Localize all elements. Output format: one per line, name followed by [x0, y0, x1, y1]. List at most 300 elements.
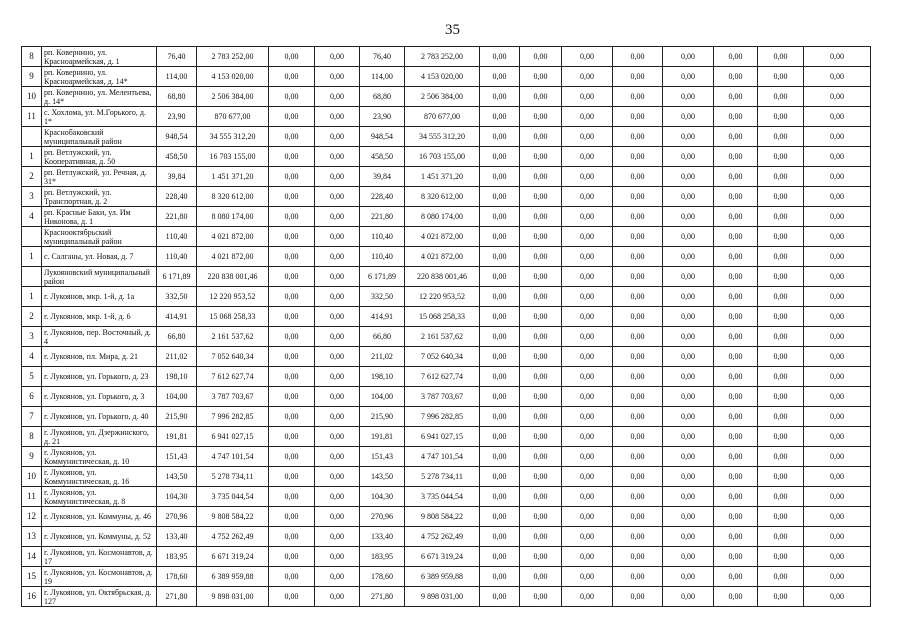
value-cell: 0,00	[758, 487, 804, 507]
value-cell: 104,00	[360, 387, 405, 407]
value-cell: 0,00	[758, 467, 804, 487]
table-row	[22, 427, 871, 447]
value-cell: 0,00	[613, 547, 663, 567]
value-cell: 0,00	[562, 467, 613, 487]
value-cell: 0,00	[520, 567, 562, 587]
value-cell: 0,00	[663, 187, 714, 207]
value-cell: 0,00	[480, 587, 520, 607]
value-cell: 0,00	[520, 207, 562, 227]
value-cell: 0,00	[562, 187, 613, 207]
table-row	[22, 327, 871, 347]
value-cell: 0,00	[269, 147, 315, 167]
value-cell: 0,00	[714, 387, 758, 407]
value-cell: 271,80	[360, 587, 405, 607]
value-cell: 0,00	[480, 327, 520, 347]
value-cell: 4 747 101,54	[405, 447, 480, 467]
value-cell: 9 898 031,00	[405, 587, 480, 607]
value-cell: 0,00	[613, 247, 663, 267]
value-cell: 0,00	[663, 327, 714, 347]
address-cell: г. Лукоянов, мкр. 1-й, д. 1а	[42, 287, 157, 307]
value-cell: 183,95	[360, 547, 405, 567]
value-cell: 0,00	[613, 87, 663, 107]
address-cell: с. Хохлома, ул. М.Горького, д. 1*	[42, 107, 157, 127]
value-cell: 0,00	[562, 587, 613, 607]
value-cell: 0,00	[520, 487, 562, 507]
value-cell: 0,00	[714, 147, 758, 167]
value-cell: 0,00	[480, 447, 520, 467]
value-cell: 0,00	[520, 307, 562, 327]
value-cell: 0,00	[315, 67, 360, 87]
value-cell: 0,00	[804, 327, 871, 347]
value-cell: 220 838 001,46	[405, 267, 480, 287]
value-cell: 220 838 001,46	[197, 267, 269, 287]
value-cell: 0,00	[714, 327, 758, 347]
table-row	[22, 447, 871, 467]
address-cell: рп. Ветлужский, ул. Речная, д. 31*	[42, 167, 157, 187]
value-cell: 221,80	[360, 207, 405, 227]
value-cell: 0,00	[714, 87, 758, 107]
value-cell: 5 278 734,11	[405, 467, 480, 487]
value-cell: 0,00	[269, 227, 315, 247]
value-cell: 0,00	[804, 587, 871, 607]
value-cell: 870 677,00	[405, 107, 480, 127]
value-cell: 0,00	[663, 287, 714, 307]
value-cell: 0,00	[315, 367, 360, 387]
value-cell: 0,00	[663, 587, 714, 607]
value-cell: 0,00	[613, 107, 663, 127]
value-cell: 0,00	[269, 567, 315, 587]
value-cell: 0,00	[804, 547, 871, 567]
value-cell: 23,90	[157, 107, 197, 127]
value-cell: 0,00	[663, 67, 714, 87]
value-cell: 0,00	[758, 427, 804, 447]
table-row	[22, 387, 871, 407]
value-cell: 0,00	[520, 187, 562, 207]
value-cell: 0,00	[613, 487, 663, 507]
value-cell: 332,50	[157, 287, 197, 307]
value-cell: 0,00	[804, 187, 871, 207]
value-cell: 0,00	[663, 367, 714, 387]
value-cell: 2 161 537,62	[197, 327, 269, 347]
table-row	[22, 87, 871, 107]
value-cell: 0,00	[804, 307, 871, 327]
address-cell: г. Лукоянов, ул. Дзержинского, д. 21	[42, 427, 157, 447]
value-cell: 0,00	[714, 167, 758, 187]
value-cell: 0,00	[714, 547, 758, 567]
value-cell: 0,00	[613, 187, 663, 207]
value-cell: 0,00	[269, 587, 315, 607]
value-cell: 0,00	[613, 227, 663, 247]
value-cell: 0,00	[562, 147, 613, 167]
value-cell: 3 735 044,54	[405, 487, 480, 507]
row-number: 2	[22, 167, 42, 187]
value-cell: 0,00	[269, 47, 315, 67]
value-cell: 191,81	[360, 427, 405, 447]
address-cell: рп. Ковернино, ул. Красноармейская, д. 14*	[42, 67, 157, 87]
value-cell: 0,00	[758, 267, 804, 287]
value-cell: 0,00	[714, 47, 758, 67]
value-cell: 0,00	[562, 247, 613, 267]
value-cell: 0,00	[269, 167, 315, 187]
value-cell: 0,00	[758, 307, 804, 327]
district-row	[22, 267, 871, 287]
value-cell: 0,00	[758, 347, 804, 367]
value-cell: 151,43	[157, 447, 197, 467]
value-cell: 0,00	[663, 147, 714, 167]
value-cell: 0,00	[269, 367, 315, 387]
value-cell: 0,00	[562, 427, 613, 447]
value-cell: 0,00	[480, 467, 520, 487]
value-cell: 6 389 959,88	[405, 567, 480, 587]
value-cell: 0,00	[758, 47, 804, 67]
value-cell: 0,00	[714, 187, 758, 207]
value-cell: 39,84	[157, 167, 197, 187]
address-cell: г. Лукоянов, пл. Мира, д. 21	[42, 347, 157, 367]
address-cell: г. Лукоянов, ул. Горького, д. 40	[42, 407, 157, 427]
value-cell: 7 996 282,85	[197, 407, 269, 427]
value-cell: 0,00	[758, 87, 804, 107]
value-cell: 0,00	[758, 287, 804, 307]
value-cell: 0,00	[613, 427, 663, 447]
table-row	[22, 547, 871, 567]
row-number: 1	[22, 147, 42, 167]
value-cell: 0,00	[804, 507, 871, 527]
value-cell: 0,00	[269, 447, 315, 467]
value-cell: 16 703 155,00	[405, 147, 480, 167]
row-number: 14	[22, 547, 42, 567]
value-cell: 0,00	[714, 527, 758, 547]
value-cell: 0,00	[520, 527, 562, 547]
data-table	[21, 46, 871, 607]
value-cell: 0,00	[714, 567, 758, 587]
value-cell: 870 677,00	[197, 107, 269, 127]
value-cell: 7 612 627,74	[197, 367, 269, 387]
value-cell: 133,40	[157, 527, 197, 547]
value-cell: 104,30	[360, 487, 405, 507]
row-number: 4	[22, 347, 42, 367]
value-cell: 0,00	[269, 307, 315, 327]
value-cell: 183,95	[157, 547, 197, 567]
value-cell: 0,00	[663, 267, 714, 287]
table-body	[22, 47, 871, 607]
value-cell: 0,00	[269, 507, 315, 527]
value-cell: 0,00	[315, 547, 360, 567]
value-cell: 0,00	[663, 407, 714, 427]
value-cell: 332,50	[360, 287, 405, 307]
table-row	[22, 527, 871, 547]
value-cell: 0,00	[714, 227, 758, 247]
value-cell: 221,80	[157, 207, 197, 227]
value-cell: 0,00	[613, 387, 663, 407]
value-cell: 0,00	[520, 47, 562, 67]
value-cell: 211,02	[360, 347, 405, 367]
value-cell: 0,00	[804, 367, 871, 387]
value-cell: 15 068 258,33	[405, 307, 480, 327]
table-row	[22, 47, 871, 67]
address-cell: г. Лукоянов, ул. Октябрьская, д. 127	[42, 587, 157, 607]
value-cell: 0,00	[714, 347, 758, 367]
value-cell: 0,00	[663, 527, 714, 547]
table-row	[22, 187, 871, 207]
value-cell: 0,00	[269, 267, 315, 287]
value-cell: 0,00	[613, 447, 663, 467]
value-cell: 143,50	[157, 467, 197, 487]
value-cell: 4 153 020,00	[197, 67, 269, 87]
value-cell: 0,00	[520, 427, 562, 447]
value-cell: 34 555 312,20	[197, 127, 269, 147]
value-cell: 0,00	[804, 87, 871, 107]
value-cell: 948,54	[360, 127, 405, 147]
row-number: 10	[22, 467, 42, 487]
value-cell: 0,00	[315, 407, 360, 427]
value-cell: 0,00	[562, 127, 613, 147]
value-cell: 0,00	[663, 207, 714, 227]
district-row	[22, 227, 871, 247]
value-cell: 0,00	[804, 207, 871, 227]
value-cell: 0,00	[315, 187, 360, 207]
address-cell: г. Лукоянов, ул. Коммуны, д. 46	[42, 507, 157, 527]
value-cell: 0,00	[804, 287, 871, 307]
value-cell: 0,00	[714, 587, 758, 607]
value-cell: 0,00	[562, 307, 613, 327]
value-cell: 215,90	[157, 407, 197, 427]
value-cell: 0,00	[315, 427, 360, 447]
value-cell: 0,00	[480, 187, 520, 207]
value-cell: 0,00	[520, 87, 562, 107]
value-cell: 0,00	[663, 507, 714, 527]
value-cell: 0,00	[714, 267, 758, 287]
value-cell: 0,00	[613, 587, 663, 607]
value-cell: 0,00	[315, 227, 360, 247]
value-cell: 0,00	[520, 327, 562, 347]
value-cell: 0,00	[613, 527, 663, 547]
value-cell: 0,00	[315, 347, 360, 367]
value-cell: 0,00	[758, 407, 804, 427]
value-cell: 110,40	[360, 227, 405, 247]
value-cell: 0,00	[613, 47, 663, 67]
value-cell: 0,00	[758, 567, 804, 587]
value-cell: 458,50	[157, 147, 197, 167]
value-cell: 228,40	[157, 187, 197, 207]
value-cell: 228,40	[360, 187, 405, 207]
value-cell: 0,00	[520, 447, 562, 467]
table-row	[22, 167, 871, 187]
value-cell: 0,00	[714, 487, 758, 507]
value-cell: 0,00	[804, 567, 871, 587]
value-cell: 0,00	[562, 407, 613, 427]
value-cell: 4 021 872,00	[197, 227, 269, 247]
value-cell: 6 671 319,24	[197, 547, 269, 567]
value-cell: 8 080 174,00	[197, 207, 269, 227]
table-row	[22, 467, 871, 487]
value-cell: 0,00	[714, 507, 758, 527]
value-cell: 6 941 027,15	[197, 427, 269, 447]
value-cell: 0,00	[520, 267, 562, 287]
value-cell: 0,00	[480, 567, 520, 587]
value-cell: 0,00	[758, 447, 804, 467]
value-cell: 0,00	[758, 107, 804, 127]
value-cell: 0,00	[613, 67, 663, 87]
value-cell: 0,00	[562, 527, 613, 547]
value-cell: 0,00	[480, 87, 520, 107]
value-cell: 0,00	[714, 407, 758, 427]
value-cell: 0,00	[480, 207, 520, 227]
value-cell: 0,00	[804, 527, 871, 547]
value-cell: 0,00	[315, 467, 360, 487]
value-cell: 1 451 371,20	[405, 167, 480, 187]
value-cell: 191,81	[157, 427, 197, 447]
value-cell: 0,00	[562, 347, 613, 367]
value-cell: 0,00	[758, 527, 804, 547]
value-cell: 7 996 282,85	[405, 407, 480, 427]
value-cell: 0,00	[758, 67, 804, 87]
value-cell: 0,00	[758, 587, 804, 607]
address-cell: г. Лукоянов, ул. Горького, д. 3	[42, 387, 157, 407]
value-cell: 7 612 627,74	[405, 367, 480, 387]
value-cell: 9 808 584,22	[405, 507, 480, 527]
value-cell: 0,00	[269, 347, 315, 367]
value-cell: 0,00	[613, 347, 663, 367]
value-cell: 16 703 155,00	[197, 147, 269, 167]
value-cell: 178,60	[360, 567, 405, 587]
row-number: 9	[22, 67, 42, 87]
value-cell: 143,50	[360, 467, 405, 487]
value-cell: 0,00	[520, 367, 562, 387]
value-cell: 0,00	[758, 547, 804, 567]
row-number: 2	[22, 307, 42, 327]
value-cell: 0,00	[315, 267, 360, 287]
value-cell: 0,00	[663, 347, 714, 367]
value-cell: 0,00	[714, 107, 758, 127]
value-cell: 0,00	[562, 207, 613, 227]
value-cell: 0,00	[269, 187, 315, 207]
value-cell: 23,90	[360, 107, 405, 127]
value-cell: 66,80	[360, 327, 405, 347]
value-cell: 0,00	[315, 487, 360, 507]
value-cell: 2 783 252,00	[405, 47, 480, 67]
value-cell: 0,00	[804, 427, 871, 447]
value-cell: 0,00	[520, 387, 562, 407]
value-cell: 4 747 101,54	[197, 447, 269, 467]
value-cell: 4 752 262,49	[197, 527, 269, 547]
value-cell: 7 052 640,34	[405, 347, 480, 367]
value-cell: 0,00	[663, 227, 714, 247]
value-cell: 0,00	[315, 87, 360, 107]
value-cell: 0,00	[758, 187, 804, 207]
value-cell: 0,00	[269, 87, 315, 107]
address-cell: г. Лукоянов, ул. Коммунистическая, д. 16	[42, 467, 157, 487]
table-row	[22, 347, 871, 367]
address-cell: г. Лукоянов, ул. Коммуны, д. 52	[42, 527, 157, 547]
address-cell: рп. Ветлужский, ул. Транспортная, д. 2	[42, 187, 157, 207]
value-cell: 0,00	[758, 507, 804, 527]
value-cell: 0,00	[562, 107, 613, 127]
value-cell: 0,00	[758, 207, 804, 227]
value-cell: 0,00	[613, 167, 663, 187]
value-cell: 0,00	[562, 387, 613, 407]
value-cell: 0,00	[663, 447, 714, 467]
row-number: 8	[22, 427, 42, 447]
address-cell: рп. Ковернино, ул. Мелентьева, д. 14*	[42, 87, 157, 107]
table-row	[22, 287, 871, 307]
value-cell: 12 220 953,52	[405, 287, 480, 307]
row-number: 7	[22, 407, 42, 427]
value-cell: 7 052 640,34	[197, 347, 269, 367]
value-cell: 0,00	[315, 327, 360, 347]
address-cell: Краснооктябрьский муниципальный район	[42, 227, 157, 247]
row-number: 6	[22, 387, 42, 407]
row-number: 12	[22, 507, 42, 527]
value-cell: 0,00	[520, 587, 562, 607]
value-cell: 0,00	[520, 107, 562, 127]
value-cell: 0,00	[758, 227, 804, 247]
value-cell: 66,80	[157, 327, 197, 347]
value-cell: 0,00	[269, 127, 315, 147]
value-cell: 0,00	[613, 407, 663, 427]
value-cell: 0,00	[315, 287, 360, 307]
value-cell: 0,00	[520, 507, 562, 527]
value-cell: 1 451 371,20	[197, 167, 269, 187]
value-cell: 0,00	[714, 67, 758, 87]
value-cell: 271,80	[157, 587, 197, 607]
value-cell: 0,00	[315, 447, 360, 467]
value-cell: 0,00	[663, 547, 714, 567]
value-cell: 0,00	[480, 407, 520, 427]
value-cell: 0,00	[714, 127, 758, 147]
value-cell: 0,00	[315, 247, 360, 267]
value-cell: 0,00	[520, 147, 562, 167]
row-number: 8	[22, 47, 42, 67]
value-cell: 0,00	[520, 287, 562, 307]
value-cell: 0,00	[758, 127, 804, 147]
value-cell: 0,00	[758, 167, 804, 187]
value-cell: 0,00	[315, 527, 360, 547]
value-cell: 0,00	[562, 227, 613, 247]
value-cell: 0,00	[804, 247, 871, 267]
row-number: 10	[22, 87, 42, 107]
value-cell: 0,00	[562, 547, 613, 567]
table-row	[22, 487, 871, 507]
table-row	[22, 567, 871, 587]
row-number: 16	[22, 587, 42, 607]
value-cell: 6 171,89	[157, 267, 197, 287]
value-cell: 2 161 537,62	[405, 327, 480, 347]
value-cell: 39,84	[360, 167, 405, 187]
value-cell: 0,00	[562, 287, 613, 307]
value-cell: 4 752 262,49	[405, 527, 480, 547]
value-cell: 0,00	[520, 247, 562, 267]
row-number	[22, 227, 42, 247]
value-cell: 104,30	[157, 487, 197, 507]
value-cell: 68,80	[157, 87, 197, 107]
table-row	[22, 407, 871, 427]
value-cell: 0,00	[269, 467, 315, 487]
value-cell: 0,00	[663, 127, 714, 147]
value-cell: 3 787 703,67	[197, 387, 269, 407]
value-cell: 0,00	[269, 527, 315, 547]
value-cell: 0,00	[663, 87, 714, 107]
value-cell: 198,10	[157, 367, 197, 387]
row-number: 3	[22, 187, 42, 207]
row-number: 11	[22, 487, 42, 507]
value-cell: 104,00	[157, 387, 197, 407]
value-cell: 414,91	[157, 307, 197, 327]
value-cell: 0,00	[269, 107, 315, 127]
value-cell: 0,00	[269, 327, 315, 347]
value-cell: 4 021 872,00	[405, 227, 480, 247]
value-cell: 6 389 959,88	[197, 567, 269, 587]
row-number: 4	[22, 207, 42, 227]
